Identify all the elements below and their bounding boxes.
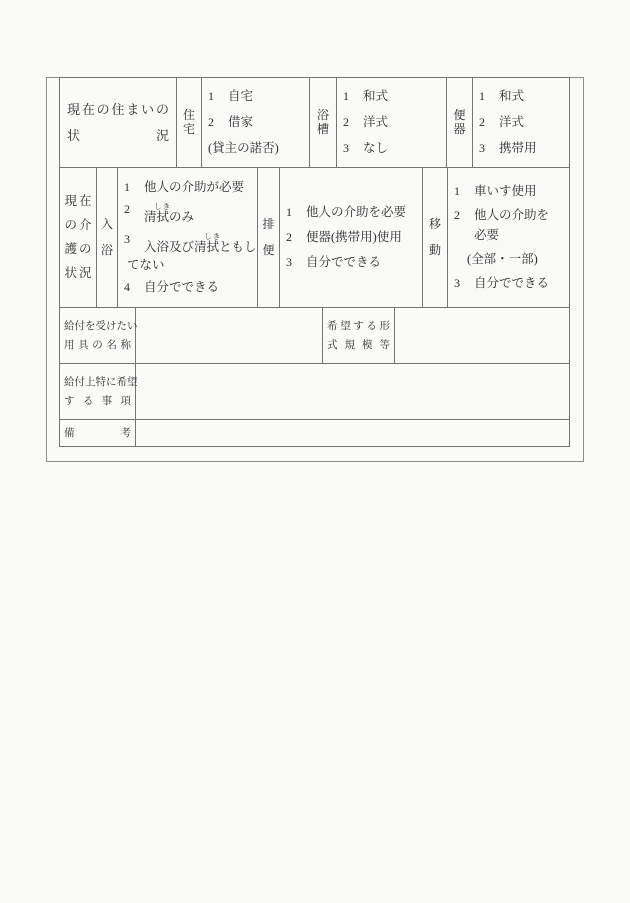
option-item	[124, 202, 255, 225]
option-item	[454, 228, 567, 243]
option-text: 和式	[499, 89, 525, 103]
option-number: 1	[208, 89, 214, 103]
option-item	[454, 252, 567, 267]
option-item	[286, 255, 420, 270]
special-request-label-line1: 給 付 上 特 に 希 望	[64, 376, 138, 388]
care-status-label	[60, 168, 97, 307]
option-number: 3	[343, 141, 349, 155]
option-number: 1	[124, 180, 130, 194]
desired-form-label	[323, 308, 395, 363]
remarks-label-line: 備 考	[64, 427, 131, 439]
special-request-input[interactable]	[136, 364, 569, 419]
option-text: てない	[127, 258, 165, 272]
care-status-label-line3: 護の	[64, 242, 94, 256]
option-item	[454, 208, 567, 223]
option-text: 清拭しきのみ	[144, 202, 195, 224]
equipment-name-label-line1: 給 付 を 受 け た い	[64, 320, 138, 332]
remarks-label	[60, 420, 136, 446]
option-text: 必要	[474, 228, 500, 242]
option-text: 借家	[228, 115, 254, 129]
option-item	[479, 115, 567, 130]
option-item	[124, 232, 255, 255]
option-text: 車いす使用	[474, 184, 537, 198]
form-table	[59, 77, 570, 447]
option-text: 携帯用	[499, 141, 537, 155]
option-text: (貸主の諾否)	[208, 141, 279, 155]
option-number: 1	[454, 184, 460, 198]
row-remarks	[60, 420, 569, 446]
option-number: 3	[454, 276, 460, 290]
option-text: 便器(携帯用)使用	[306, 230, 402, 244]
housing-status-label-line2: 状 況	[67, 128, 169, 143]
option-number: 2	[454, 208, 460, 222]
bathing-header: 入 浴	[97, 168, 118, 307]
option-text: 他人の介助が必要	[144, 180, 245, 194]
option-text: 他人の介助を	[474, 208, 550, 222]
equipment-name-input[interactable]	[136, 308, 323, 363]
option-item	[124, 280, 255, 295]
option-item	[286, 230, 420, 245]
bathing-options	[118, 168, 258, 307]
option-item	[124, 180, 255, 195]
option-number: 2	[208, 115, 214, 129]
desired-form-input[interactable]	[395, 308, 569, 363]
desired-form-label-line2: 式 規 模 等	[327, 339, 390, 351]
bathtub-options	[337, 78, 447, 167]
bathtub-header: 浴 槽	[310, 78, 337, 167]
housing-status-label	[60, 78, 177, 167]
option-text: 自分でできる	[474, 276, 550, 290]
option-text: 他人の介助を必要	[306, 205, 407, 219]
option-text: なし	[363, 141, 389, 155]
option-number: 1	[286, 205, 292, 219]
bowel-header: 排 便	[258, 168, 280, 307]
care-status-label-line4: 状況	[64, 266, 94, 280]
option-item	[208, 115, 307, 130]
housing-type-options	[202, 78, 310, 167]
option-item	[208, 89, 307, 104]
desired-form-label-line1: 希 望 す る 形	[327, 320, 390, 332]
option-item	[208, 141, 307, 156]
special-request-label-line2: す る 事 項	[64, 395, 131, 407]
care-status-label-line2: の介	[64, 218, 94, 232]
housing-type-header: 住 宅	[177, 78, 202, 167]
option-number: 2	[286, 230, 292, 244]
option-text: (全部・一部)	[467, 252, 538, 266]
option-item	[343, 115, 444, 130]
mobility-header: 移 動	[423, 168, 448, 307]
option-number: 3	[286, 255, 292, 269]
housing-status-label-line1: 現 在 の 住 ま い の	[67, 102, 169, 117]
option-text: 自分でできる	[144, 280, 220, 294]
row-special-request	[60, 364, 569, 420]
row-housing-status	[60, 78, 569, 168]
option-text: 洋式	[499, 115, 525, 129]
remarks-input[interactable]	[136, 420, 569, 446]
toilet-header: 便 器	[447, 78, 473, 167]
care-status-label-line1: 現在	[64, 194, 94, 208]
option-item	[454, 276, 567, 291]
option-item	[343, 141, 444, 156]
option-number: 3	[479, 141, 485, 155]
option-number: 1	[343, 89, 349, 103]
option-number: 4	[124, 280, 130, 294]
row-care-status	[60, 168, 569, 308]
option-item	[479, 141, 567, 156]
toilet-options	[473, 78, 569, 167]
option-item	[343, 89, 444, 104]
bowel-options	[280, 168, 423, 307]
option-text: 洋式	[363, 115, 389, 129]
equipment-name-label	[60, 308, 136, 363]
option-text: 和式	[363, 89, 389, 103]
form-outer-frame	[46, 77, 584, 462]
option-number: 2	[124, 202, 130, 216]
option-text: 自分でできる	[306, 255, 382, 269]
option-item	[454, 184, 567, 199]
option-item	[124, 258, 255, 273]
option-number: 2	[479, 115, 485, 129]
mobility-options	[448, 168, 569, 307]
row-equipment-name	[60, 308, 569, 364]
equipment-name-label-line2: 用 具 の 名 称	[64, 339, 131, 351]
option-number: 3	[124, 232, 130, 246]
option-item	[286, 205, 420, 220]
option-text: 自宅	[228, 89, 254, 103]
option-number: 1	[479, 89, 485, 103]
option-item	[479, 89, 567, 104]
option-text: 入浴及び清拭しきともし	[144, 232, 257, 254]
option-number: 2	[343, 115, 349, 129]
special-request-label	[60, 364, 136, 419]
